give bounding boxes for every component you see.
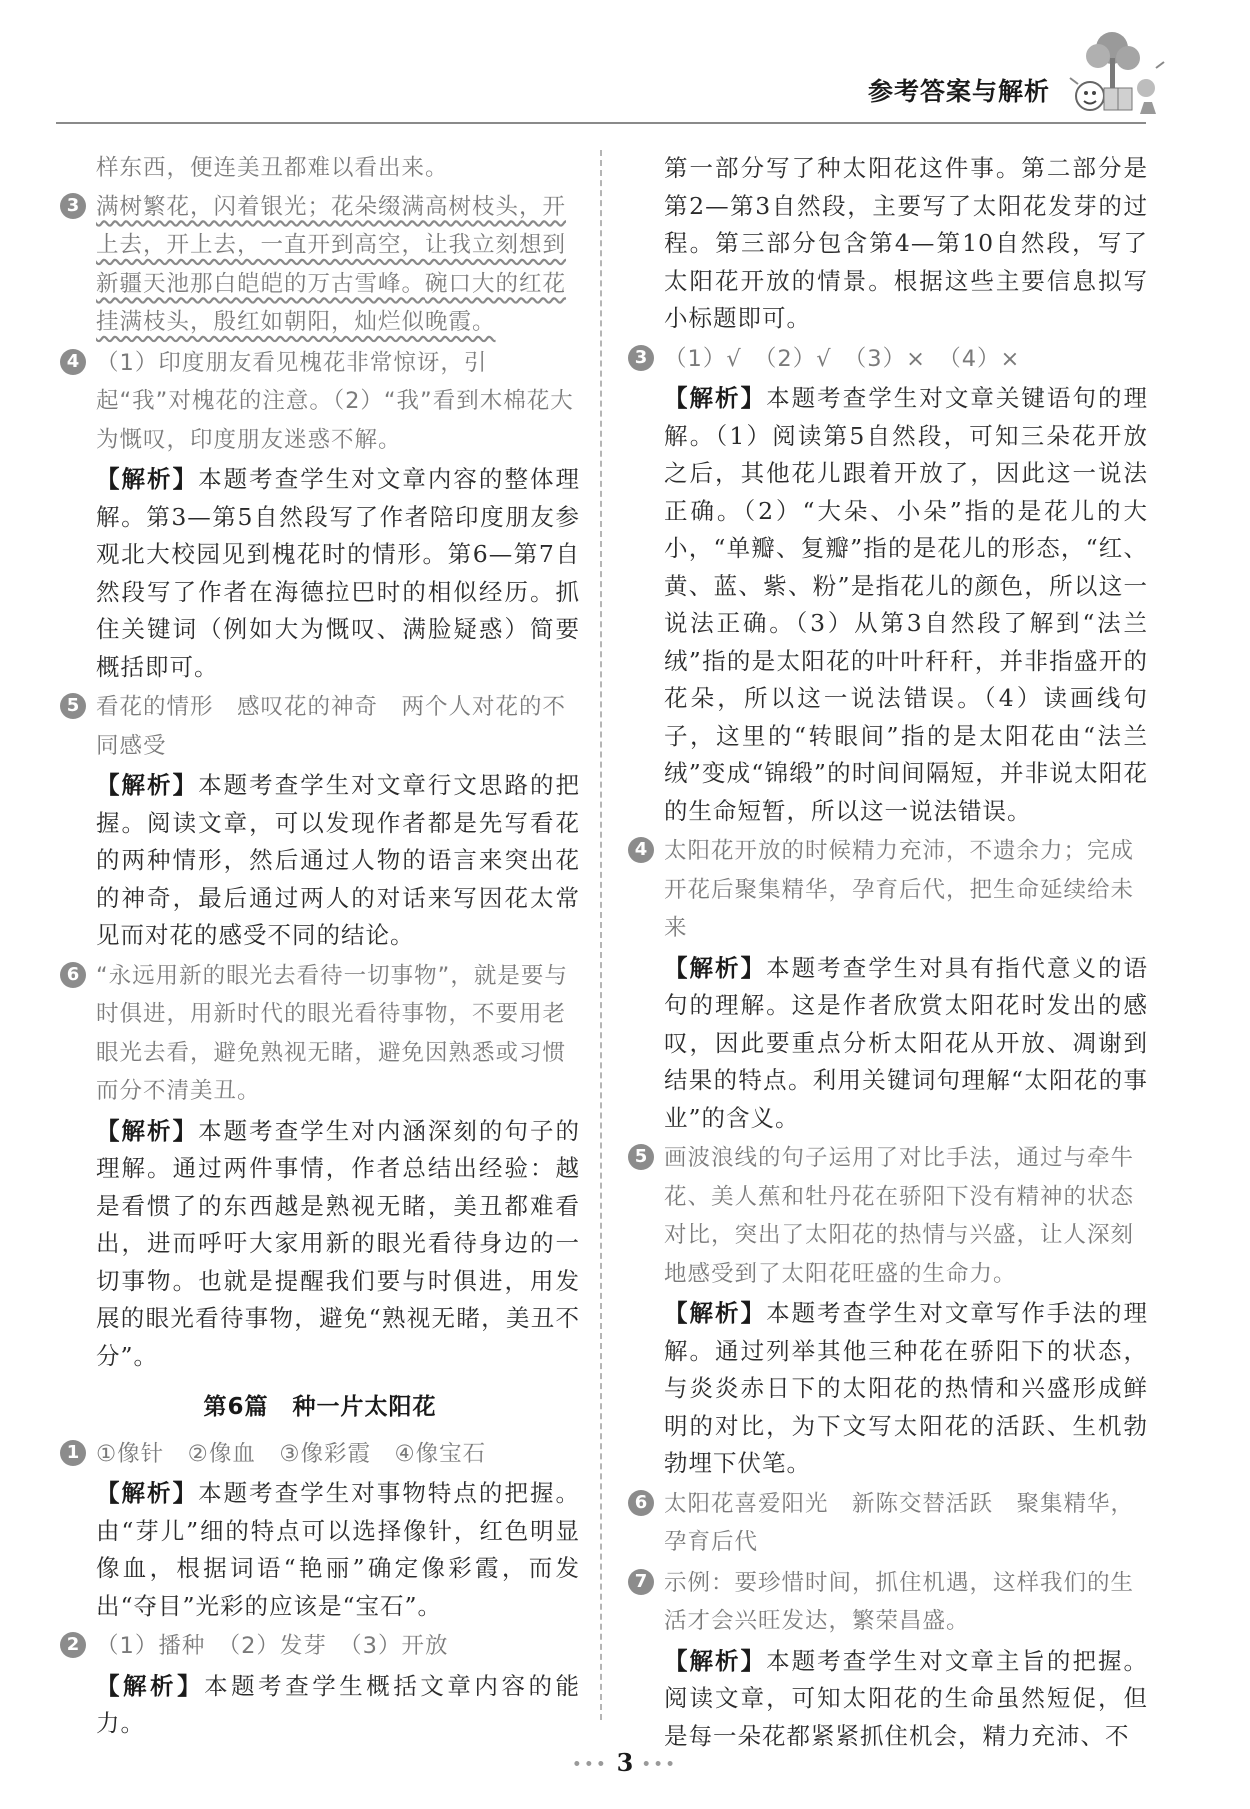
question-3 xyxy=(60,188,580,342)
question-number-badge: 1 xyxy=(60,1440,86,1466)
explanation-tag: 【解析】 xyxy=(96,1116,199,1145)
explanation-tag: 【解析】 xyxy=(664,1646,767,1675)
answer-text: ①像针 ②像血 ③像彩霞 ④像宝石 xyxy=(96,1440,487,1467)
answer-text-2: 碗口大的红花挂满枝头，殷红如朝阳，灿烂似晚霞。 xyxy=(96,270,567,335)
explanation-tag: 【解析】 xyxy=(664,1299,767,1327)
question-number-badge: 6 xyxy=(628,1490,654,1516)
explanation-text: 本题考查学生对文章行文思路的把握。阅读文章，可以发现作者都是先写看花的两种情形，然后通过人物的语言来突出花的神奇，最后通过两人的对话来写因花太常见而对花的感受不同的结论。 xyxy=(96,771,581,949)
chapter6-question-1 xyxy=(60,1435,580,1474)
explanation-text: 本题考查学生对具有指代意义的语句的理解。这是作者欣赏太阳花时发出的感叹，因此要重点分析太阳花从开放、凋谢到结果的特点。利用关键词句理解“太阳花的事业”的含义。 xyxy=(664,953,1149,1132)
question-number-badge: 4 xyxy=(60,349,86,375)
chapter6-question-5 xyxy=(628,1139,1148,1293)
header-rule xyxy=(56,122,1146,124)
question-number-badge: 2 xyxy=(60,1632,86,1658)
column-divider xyxy=(600,150,602,1720)
page-number: 3 xyxy=(616,1748,634,1777)
question-5 xyxy=(60,688,580,765)
explanation-text: 本题考查学生对文章关键语句的理解。（1）阅读第5自然段，可知三朵花开放之后，其他花儿跟着开放了，因此这一说法正确。（2）“大朵、小朵”指的是花儿的大小，“单瓣、复瓣”指的是花儿的形态，“红、黄、蓝、紫、粉”是指花儿的颜色，所以这一说法正确。（3）从第3自然段了解到“法兰绒”指的是太阳花的叶叶秆秆，并非指盛开的花朵，所以这一说法错误。（4）读画线句子，这里的“转眼间”指的是太阳花由“法兰绒”变成“锦缎”的时间间隔短，并非说太阳花的生命短暂，所以这一说法错误。 xyxy=(664,384,1149,825)
explanation-text: 本题考查学生对文章主旨的把握。阅读文章，可知太阳花的生命虽然短促，但是每一朵花都紧紧抓住机会，精力充沛、不 xyxy=(664,1646,1149,1750)
question-6 xyxy=(60,957,580,1111)
answer-text: 看花的情形 感叹花的神奇 两个人对花的不同感受 xyxy=(96,694,567,759)
left-column xyxy=(60,150,580,1745)
explanation xyxy=(60,1668,580,1743)
page-footer xyxy=(0,1748,1250,1777)
chapter-title: 第6篇 种一片太阳花 xyxy=(203,1394,437,1420)
answer-text: 满树繁花，闪着银光；花朵缀满高树枝头，开上去，开上去，一直开到高空，让我立刻想到新疆天池那白皑皑的万古雪峰。 xyxy=(96,193,567,297)
chapter6-question-7 xyxy=(628,1564,1148,1641)
chapter6-question-3 xyxy=(628,340,1148,379)
question-4 xyxy=(60,344,580,460)
explanation-tag: 【解析】 xyxy=(96,771,199,799)
answer-text: （1）√ （2）√ （3）× （4）× xyxy=(664,345,1021,372)
explanation-tag: 【解析】 xyxy=(96,1671,205,1700)
question-number-badge: 4 xyxy=(628,837,654,863)
question-number-badge: 5 xyxy=(628,1144,654,1170)
chapter6-question-4 xyxy=(628,832,1148,948)
continued-explanation: 第一部分写了种太阳花这件事。第二部分是第2—第3自然段，主要写了太阳花发芽的过程。第三部分包含第4—第10自然段，写了太阳花开放的情景。根据这些主要信息拟写小标题即可。 xyxy=(664,154,1148,332)
explanation xyxy=(628,1643,1148,1756)
explanation xyxy=(60,461,580,686)
answer-text: （1）印度朋友看见槐花非常惊讶，引起“我”对槐花的注意。（2）“我”看到木棉花大为慨叹，印度朋友迷惑不解。 xyxy=(96,349,574,453)
question-number-badge: 3 xyxy=(60,193,86,219)
explanation-tag: 【解析】 xyxy=(96,465,199,493)
answer-text: 画波浪线的句子运用了对比手法，通过与牵牛花、美人蕉和牡丹花在骄阳下没有精神的状态对比，突出了太阳花的热情与兴盛，让人深刻地感受到了太阳花旺盛的生命力。 xyxy=(664,1145,1135,1287)
explanation xyxy=(60,1475,580,1625)
answer-text: 太阳花开放的时候精力充沛，不遗余力；完成开花后聚集精华，孕育后代，把生命延续给未来 xyxy=(664,838,1135,941)
explanation-tag: 【解析】 xyxy=(96,1479,199,1507)
explanation xyxy=(628,950,1148,1138)
explanation-text: 本题考查学生概括文章内容的能力。 xyxy=(96,1671,581,1737)
header-decoration-icon xyxy=(1060,18,1170,128)
question-number-badge: 5 xyxy=(60,693,86,719)
answer-text: （1）播种 （2）发芽 （3）开放 xyxy=(96,1633,449,1659)
answer-text: “永远用新的眼光去看待一切事物”，就是要与时俱进，用新时代的眼光看待事物，不要用老眼光去看，避免熟视无睹，避免因熟悉或习惯而分不清美丑。 xyxy=(96,962,568,1104)
page-header-title: 参考答案与解析 xyxy=(868,77,1051,106)
answer-text: 太阳花喜爱阳光 新陈交替活跃 聚集精华，孕育后代 xyxy=(664,1490,1135,1555)
footer-dots-left: ••• xyxy=(572,1756,609,1773)
chapter6-question-6 xyxy=(628,1485,1148,1562)
right-column xyxy=(628,150,1148,1757)
question-number-badge: 7 xyxy=(628,1569,654,1595)
question-number-badge: 3 xyxy=(628,345,654,371)
footer-dots-right: ••• xyxy=(641,1756,678,1773)
chapter6-question-2 xyxy=(60,1627,580,1666)
explanation-text: 本题考查学生对事物特点的把握。由“芽儿”细的特点可以选择像针，红色明显像血，根据词语“艳丽”确定像彩霞，而发出“夺目”光彩的应该是“宝石”。 xyxy=(96,1479,581,1620)
explanation xyxy=(628,380,1148,830)
explanation-text: 本题考查学生对文章写作手法的理解。通过列举其他三种花在骄阳下的状态，与炎炎赤日下的太阳花的热情和兴盛形成鲜明的对比，为下文写太阳花的活跃、生机勃勃埋下伏笔。 xyxy=(664,1299,1149,1477)
explanation-tag: 【解析】 xyxy=(664,953,767,982)
explanation-text: 本题考查学生对文章内容的整体理解。第3—第5自然段写了作者陪印度朋友参观北大校园见到槐花时的情形。第6—第7自然段写了作者在海德拉巴时的相似经历。抓住关键词（例如大为慨叹、满脸疑惑）简要概括即可。 xyxy=(96,465,581,681)
question-number-badge: 6 xyxy=(60,962,86,988)
explanation xyxy=(60,767,580,955)
explanation-text: 本题考查学生对内涵深刻的句子的理解。通过两件事情，作者总结出经验：越是看惯了的东西越是熟视无睹，美丑都难看出，进而呼吁大家用新的眼光看待身边的一切事物。也就是提醒我们要与时俱进，用发展的眼光看待事物，避免“熟视无睹，美丑不分”。 xyxy=(96,1116,581,1370)
answer-text: 示例：要珍惜时间，抓住机遇，这样我们的生活才会兴旺发达，繁荣昌盛。 xyxy=(664,1569,1135,1634)
explanation-tag: 【解析】 xyxy=(664,384,767,412)
explanation xyxy=(628,1295,1148,1483)
continued-answer-text: 样东西，便连美丑都难以看出来。 xyxy=(96,155,449,181)
explanation xyxy=(60,1113,580,1376)
